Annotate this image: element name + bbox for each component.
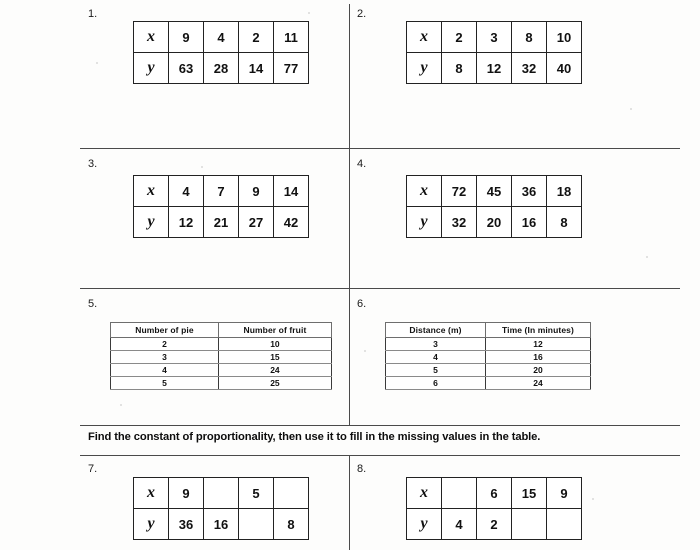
column-header-2: Number of fruit bbox=[218, 323, 331, 338]
cell-r3c2: 20 bbox=[485, 364, 590, 377]
cell-y-2: 12 bbox=[477, 53, 512, 84]
cell-y-2: 21 bbox=[204, 207, 239, 238]
cell-x-1: 2 bbox=[442, 22, 477, 53]
column-divider-row3 bbox=[349, 288, 350, 425]
cell-x-4[interactable]: 9 bbox=[547, 478, 582, 509]
cell-x-1: 72 bbox=[442, 176, 477, 207]
cell-x-2: 45 bbox=[477, 176, 512, 207]
table-problem-3 bbox=[133, 175, 309, 238]
row-label-y: y bbox=[134, 509, 169, 540]
cell-y-2: 28 bbox=[204, 53, 239, 84]
table-row bbox=[386, 351, 591, 364]
cell-y-4: 40 bbox=[547, 53, 582, 84]
scan-speck bbox=[120, 404, 122, 406]
cell-x-1: 4 bbox=[169, 176, 204, 207]
cell-y-3: 14 bbox=[239, 53, 274, 84]
cell-y-1: 63 bbox=[169, 53, 204, 84]
row-label-x: x bbox=[134, 22, 169, 53]
cell-r2c2: 16 bbox=[485, 351, 590, 364]
table-row bbox=[134, 509, 309, 540]
row-label-x: x bbox=[134, 478, 169, 509]
problem-number-2: 2. bbox=[357, 8, 367, 20]
table-problem-4 bbox=[406, 175, 582, 238]
cell-x-3: 36 bbox=[512, 176, 547, 207]
cell-r4c2: 24 bbox=[485, 377, 590, 390]
table-problem-2 bbox=[406, 21, 582, 84]
table-row bbox=[407, 509, 582, 540]
table-row bbox=[407, 22, 582, 53]
column-divider-row1 bbox=[349, 4, 350, 148]
cell-x-2: 7 bbox=[204, 176, 239, 207]
table-row bbox=[134, 176, 309, 207]
cell-y-1: 12 bbox=[169, 207, 204, 238]
cell-r1c1: 2 bbox=[111, 338, 219, 351]
cell-y-4: 77 bbox=[274, 53, 309, 84]
cell-y-4: 8 bbox=[547, 207, 582, 238]
table-problem-7 bbox=[133, 477, 309, 540]
cell-r1c1: 3 bbox=[386, 338, 486, 351]
table-problem-5 bbox=[110, 322, 332, 390]
scan-speck bbox=[364, 350, 366, 352]
table-header-row bbox=[111, 323, 332, 338]
instruction-divider-top bbox=[80, 425, 680, 426]
cell-y-3: 16 bbox=[512, 207, 547, 238]
column-divider-row4 bbox=[349, 455, 350, 550]
table-problem-1 bbox=[133, 21, 309, 84]
cell-x-3: 2 bbox=[239, 22, 274, 53]
problem-number-4: 4. bbox=[357, 158, 367, 170]
row-label-y: y bbox=[407, 53, 442, 84]
cell-r3c2: 24 bbox=[218, 364, 331, 377]
cell-y-1: 32 bbox=[442, 207, 477, 238]
cell-y-2: 20 bbox=[477, 207, 512, 238]
cell-y-3: 27 bbox=[239, 207, 274, 238]
table-row bbox=[134, 478, 309, 509]
scan-speck bbox=[201, 166, 203, 168]
scan-speck bbox=[308, 12, 310, 14]
row-label-y: y bbox=[134, 207, 169, 238]
cell-y-2[interactable]: 2 bbox=[477, 509, 512, 540]
table-row bbox=[407, 478, 582, 509]
problem-number-3: 3. bbox=[88, 158, 98, 170]
table-row bbox=[386, 364, 591, 377]
table-row bbox=[111, 364, 332, 377]
section-divider-row2 bbox=[80, 288, 680, 289]
cell-y-3-blank[interactable] bbox=[512, 509, 547, 540]
cell-r4c2: 25 bbox=[218, 377, 331, 390]
table-row bbox=[386, 338, 591, 351]
cell-y-3: 32 bbox=[512, 53, 547, 84]
table-row bbox=[134, 22, 309, 53]
cell-x-1-blank[interactable] bbox=[442, 478, 477, 509]
problem-number-8: 8. bbox=[357, 463, 367, 475]
cell-r1c2: 12 bbox=[485, 338, 590, 351]
cell-x-2[interactable]: 6 bbox=[477, 478, 512, 509]
cell-y-1[interactable]: 36 bbox=[169, 509, 204, 540]
cell-x-2: 4 bbox=[204, 22, 239, 53]
cell-x-3: 9 bbox=[239, 176, 274, 207]
cell-y-3-blank[interactable] bbox=[239, 509, 274, 540]
column-header-1: Distance (m) bbox=[386, 323, 486, 338]
table-row bbox=[111, 351, 332, 364]
cell-x-4-blank[interactable] bbox=[274, 478, 309, 509]
cell-x-4: 18 bbox=[547, 176, 582, 207]
cell-x-4: 10 bbox=[547, 22, 582, 53]
column-header-1: Number of pie bbox=[111, 323, 219, 338]
table-row bbox=[111, 377, 332, 390]
table-problem-8 bbox=[406, 477, 582, 540]
cell-r2c2: 15 bbox=[218, 351, 331, 364]
table-row bbox=[111, 338, 332, 351]
cell-x-4: 14 bbox=[274, 176, 309, 207]
cell-r2c1: 3 bbox=[111, 351, 219, 364]
problem-number-5: 5. bbox=[88, 298, 98, 310]
cell-r2c1: 4 bbox=[386, 351, 486, 364]
table-row bbox=[407, 53, 582, 84]
cell-x-4: 11 bbox=[274, 22, 309, 53]
cell-x-2-blank[interactable] bbox=[204, 478, 239, 509]
row-label-y: y bbox=[134, 53, 169, 84]
instruction-divider-bottom bbox=[80, 455, 680, 456]
cell-y-2[interactable]: 16 bbox=[204, 509, 239, 540]
cell-x-3[interactable]: 15 bbox=[512, 478, 547, 509]
scan-speck bbox=[646, 256, 648, 258]
table-row bbox=[407, 207, 582, 238]
cell-r4c1: 6 bbox=[386, 377, 486, 390]
cell-x-3: 8 bbox=[512, 22, 547, 53]
cell-r3c1: 4 bbox=[111, 364, 219, 377]
cell-y-4: 42 bbox=[274, 207, 309, 238]
table-row bbox=[407, 176, 582, 207]
cell-x-1[interactable]: 9 bbox=[169, 478, 204, 509]
table-row bbox=[134, 207, 309, 238]
row-label-x: x bbox=[407, 176, 442, 207]
row-label-x: x bbox=[407, 478, 442, 509]
table-row bbox=[386, 377, 591, 390]
problem-number-6: 6. bbox=[357, 298, 367, 310]
problem-number-7: 7. bbox=[88, 463, 98, 475]
row-label-y: y bbox=[407, 509, 442, 540]
cell-x-2: 3 bbox=[477, 22, 512, 53]
table-problem-6 bbox=[385, 322, 591, 390]
row-label-x: x bbox=[407, 22, 442, 53]
cell-x-3[interactable]: 5 bbox=[239, 478, 274, 509]
instruction-text: Find the constant of proportionality, then use it to fill in the missing values in the table. bbox=[88, 431, 541, 443]
row-label-y: y bbox=[407, 207, 442, 238]
cell-r1c2: 10 bbox=[218, 338, 331, 351]
scan-speck bbox=[630, 108, 632, 110]
column-divider-row2 bbox=[349, 148, 350, 288]
cell-y-1: 8 bbox=[442, 53, 477, 84]
section-divider-row1 bbox=[80, 148, 680, 149]
table-header-row bbox=[386, 323, 591, 338]
cell-r3c1: 5 bbox=[386, 364, 486, 377]
cell-y-1[interactable]: 4 bbox=[442, 509, 477, 540]
scan-speck bbox=[592, 498, 594, 500]
cell-y-4-blank[interactable] bbox=[547, 509, 582, 540]
cell-r4c1: 5 bbox=[111, 377, 219, 390]
cell-x-1: 9 bbox=[169, 22, 204, 53]
problem-number-1: 1. bbox=[88, 8, 98, 20]
table-row bbox=[134, 53, 309, 84]
scan-speck bbox=[96, 62, 98, 64]
row-label-x: x bbox=[134, 176, 169, 207]
cell-y-4[interactable]: 8 bbox=[274, 509, 309, 540]
column-header-2: Time (In minutes) bbox=[485, 323, 590, 338]
